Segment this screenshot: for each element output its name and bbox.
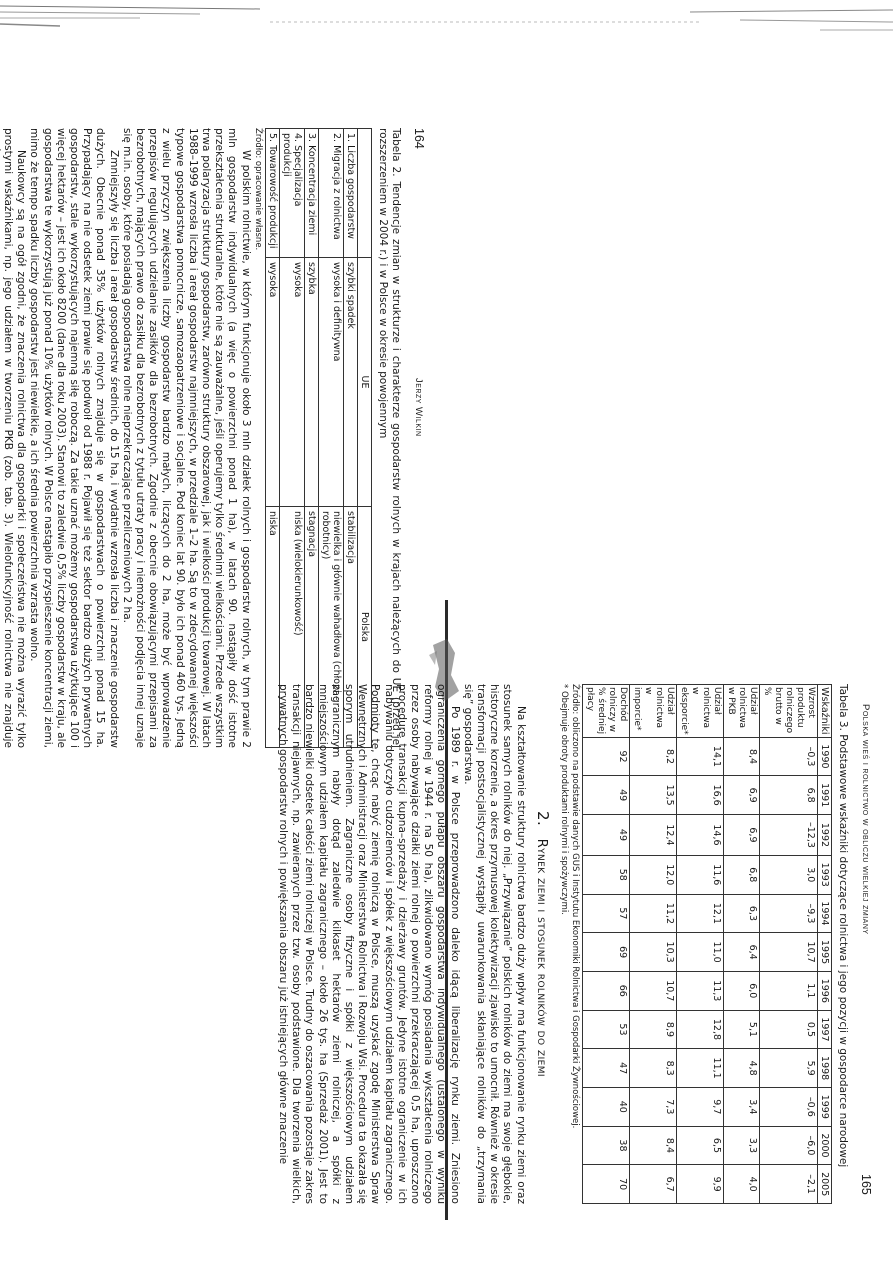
table3-cell: 9,9 [676,1165,723,1204]
table3-cell: 3,3 [723,1126,759,1165]
table3-cell: Dochód rolniczy w % średniej płacy [582,685,629,738]
table3-cell: 8,9 [629,1010,676,1049]
table3-cell: 58 [582,855,629,894]
table3-cell: 10,7 [629,971,676,1010]
table2-cell: szybki spadek [343,258,357,507]
table3-cell: 8,4 [629,1126,676,1165]
table3-cell: 12,1 [676,894,723,933]
table3-cell: 12,8 [676,1010,723,1049]
table3-cell: 5,9 [759,1049,817,1088]
page-number: 164 [412,128,426,149]
table2-cell: niska (wielokierunkowość) [279,507,304,748]
body-paragraph: Po 1989 r. w Polsce przeprowadzono daleko idącą liberalizację rynku ziemi. Zniesiono ograniczenia górnego pułapu obszaru gospodarstwa indywidualnego (ustalonego w wyniku reformy rolnej w 1944 r. na 50 ha), zlikwidowano wymóg posiadania wykształcenia rolniczego przez osoby nabywające działki ziemi rolnej o powierzchni przekraczającej 0,5 ha, uproszczono procedurę transakcji kupna–sprzedaży i dzierżawy gruntów. Jedyne istotne ograniczenie w ich nabywaniu dotyczyło cudzoziemców i spółek z większościowym udziałem kapitału zagranicznego. Podmioty te, chcąc nabyć ziemię rolniczą w Polsce, muszą uzyskać zgodę Ministerstwa Spraw Wewnętrznych i Administracji oraz Ministerstwa Rolnictwa i Rozwoju Wsi. Procedura ta okazała się sporym utrudnieniem. Zagraniczne osoby fizyczne i spółki z większościowym udziałem zagranicznym nabyły dotąd zaledwie kilkaset hektarów ziemi rolniczej, a spółki z mniejszościowym udziałem kapitału zagranicznego – około 26 tys. ha (Sprzedaż 2001). Jest to bardzo niewielki odsetek całości ziemi rolniczej w Polsce. Trudny do oszacowania pozostaje zakres transakcji niejawnych, np. zawieranych przez tzw. osoby podstawione. Dla tworzenia wielkich, prywatnych gospodarstw rolnych i powiększania obszaru już istniejących główne znaczenie [276,684,461,1204]
table3-cell: 6,0 [723,971,759,1010]
table3-cell: 6,3 [723,894,759,933]
running-head: Polska wieś i rolnictwo w obliczu wielkiej zmiany [860,704,871,935]
table2-cell: stabilizacja [343,507,357,748]
table3-cell: 0,5 [759,1010,817,1049]
table2-cell: wysoka [279,258,304,507]
table-row [582,685,629,1204]
table3-header-cell: 1992 [817,815,831,856]
table3-cell: 11,6 [676,855,723,894]
table2-caption: Tabela 2. Tendencje zmian w strukturze i charakterze gospodarstw rolnych w krajach należących do UE (przed jej rozszerzeniem w 2004 r.) i w Polsce w okresie powojennym [376,128,402,748]
table3-cell: 3,0 [759,855,817,894]
table2-cell: szybka [304,258,318,507]
table-row [629,685,676,1204]
table2-header-cell [357,129,371,258]
table3-cell: 53 [582,1010,629,1049]
page-number: 165 [859,1174,873,1195]
table2-cell: niska [265,507,279,748]
table3-cell: 4,0 [723,1165,759,1204]
table2-cell: wysoka i definitywna [318,258,343,507]
table3-cell: Udział rolnictwa w imporcie* [629,685,676,738]
table3-header-cell: 1999 [817,1087,831,1126]
table3-cell: 10,3 [629,933,676,972]
table3-cell: 7,3 [629,1087,676,1126]
table3-header-cell: 2000 [817,1126,831,1165]
table3-cell: 92 [582,737,629,776]
table3-cell: 8,4 [723,737,759,776]
table3-header-cell: 1994 [817,894,831,933]
table3-cell: 8,2 [629,737,676,776]
table3-cell: 49 [582,776,629,815]
table-row [759,685,817,1204]
left-page-body [0,128,402,748]
table3-cell: 66 [582,971,629,1010]
table2-header-cell: Polska [357,507,371,748]
table3-footnote: * Obejmuje obroty produktami rolnymi i spożywczymi. [558,684,569,915]
body-paragraph: Naukowcy są na ogół zgodni, że znaczenia rolnictwa dla gospodarki i społeczeństwa nie można wyrazić tylko prostymi wskaźnikami, np. jego udziałem w tworzeniu PKB (zob. tab. 3). Wielofunkcyjność rolnictwa nie znajduje [1,128,28,748]
table3-header-row [817,685,831,1204]
table3-header-cell: 1993 [817,855,831,894]
table-row [265,129,279,748]
table3-cell: 3,4 [723,1087,759,1126]
table3-cell: 69 [582,933,629,972]
table3-header-cell: 1996 [817,971,831,1010]
table3-header-cell: 1991 [817,776,831,815]
table3-cell: 1,1 [759,971,817,1010]
table3-cell: 6,5 [676,1126,723,1165]
table3-cell: 12,4 [629,815,676,856]
table3-source: Źródło: obliczono na podstawie danych GUS i Instytutu Ekonomiki Rolnictwa i Gospodarki Żywnościowej. [569,684,580,1129]
table3-cell: 13,5 [629,776,676,815]
table2-header-cell: UE [357,258,371,507]
section-number: 2. [533,811,552,827]
table3-cell: 40 [582,1087,629,1126]
table-row [318,129,343,748]
table3-cell: 9,7 [676,1087,723,1126]
table3-cell: 6,8 [723,855,759,894]
table2-cell: 5. Towarowość produkcji [265,129,279,258]
table3-header-cell: 1998 [817,1049,831,1088]
table3-cell: 5,1 [723,1010,759,1049]
table3-cell: 38 [582,1126,629,1165]
table3-cell: 70 [582,1165,629,1204]
table3-cell: 6,4 [723,933,759,972]
table2-cell: niewielka i głównie wahadłowa (chłopi – robotnicy) [318,507,343,748]
table3-cell: Udział rolnictwa w eksporcie* [676,685,723,738]
table-row [279,129,304,748]
table2-cell: stagnacja [304,507,318,748]
table3-cell: –12,3 [759,815,817,856]
table3-cell: 49 [582,815,629,856]
table3-cell: 12,0 [629,855,676,894]
table2-cell: 4. Specjalizacja produkcji [279,129,304,258]
table3-cell: 6,7 [629,1165,676,1204]
table3-cell: 11,3 [676,971,723,1010]
table3-cell: 14,1 [676,737,723,776]
table3-caption: Tabela 3. Podstawowe wskaźniki dotyczące rolnictwa i jego pozycji w gospodarce narodowej [837,684,849,1168]
table3-cell: Udział rolnictwa w PKB [723,685,759,738]
table3-cell: –0,3 [759,737,817,776]
table3-cell: 11,2 [629,894,676,933]
table3-header-cell: 1995 [817,933,831,972]
body-paragraph: Zmniejszyły się liczba i areał gospodarstw średnich, do 15 ha, i wydatnie wzrosła liczba i znaczenie gospodarstw dużych. Obecnie ponad 35% użytków rolnych znajduje się w gospodarstwach o powierzchni ponad 15 ha. Przypadający na nie odsetek ziemi prawie się podwoił od 1988 r. Pojawił się też sektor bardzo dużych prywatnych gospodarstw, stale wykorzystujących najemną siłę roboczą. Za takie uznać możemy gospodarstwa użytkujące 100 i więcej hektarów – jest ich około 8200 (dane dla roku 2003). Stanowi to zaledwie 0,5% liczby gospodarstw w kraju, ale gospodarstwa te wykorzystują już ponad 10% użytków rolnych. W Polsce nastąpiło przyspieszenie koncentracji ziemi, mimo że tempo spadku liczby gospodarstw jest niewielkie, a ich średnia powierzchnia wzrasta wolno. [28,128,120,748]
table3-cell: 6,8 [759,776,817,815]
table3-cell: 4,8 [723,1049,759,1088]
table3-cell: –2,1 [759,1165,817,1204]
left-page-header [406,128,428,748]
table-row [304,129,318,748]
right-page-body [276,684,849,1204]
table-row [723,685,759,1204]
table3-header-cell: Wskaźniki [817,685,831,738]
table3-cell: –6,0 [759,1126,817,1165]
table3-cell: 57 [582,894,629,933]
table2-cell: wysoka [265,258,279,507]
running-head: Jerzy Wilkin [413,378,424,437]
table3-cell: 8,3 [629,1049,676,1088]
table3-cell: Wzrost produktu rolniczego brutto w % [759,685,817,738]
table3-cell: 47 [582,1049,629,1088]
table-row [676,685,723,1204]
right-page-header [853,684,875,1204]
section-title: Rynek ziemi i stosunek rolników do ziemi [533,838,549,1077]
table2-cell: 1. Liczba gospodarstw [343,129,357,258]
table2-cell: 2. Migracja z rolnictwa [318,129,343,258]
table3-cell: –9,3 [759,894,817,933]
table3-header-cell: 1997 [817,1010,831,1049]
table2-cell: 3. Koncentracja ziemi [304,129,318,258]
table-row [343,129,357,748]
table3-cell: 6,9 [723,815,759,856]
table3-cell: –0,6 [759,1087,817,1126]
body-paragraph: Na kształtowanie struktury rolnictwa bardzo duży wpływ ma funkcjonowanie rynku ziemi oraz stosunek samych rolników do niej. „Przywiązanie” polskich rolników do ziemi ma swoje głębokie, historyczne korzenie, a okres przymusowej kolektywizacji zjawisko to umocnił. Również w okresie transformacji postsocjalistycznej wystąpiły uwarunkowania skłaniające rolników do „trzymania się” gospodarstwa. [461,684,527,1204]
table3-cell: 10,7 [759,933,817,972]
body-paragraph: W polskim rolnictwie, w którym funkcjonuje około 3 mln działek rolnych i gospodarstw rolnych, w tym prawie 2 mln gospodarstw indywidualnych (a więc o powierzchni ponad 1 ha), w latach 90. nastąpiły dość istotne przekształcenia strukturalne, które nie są zauważalne, jeśli operujemy tylko średnimi wielkościami. Przede wszystkim trwa polaryzacja struktury gospodarstw, zarówno struktury obszarowej, jak i wielkości produkcji towarowej. W latach 1988–1999 wzrosła liczba i areał gospodarstw najmniejszych, w przedziale 1–2 ha. Są to w zdecydowanej większości typowe gospodarstwa pomocnicze, samozaopatrzeniowe i socjalne. Pod koniec lat 90. było ich ponad 460 tys. Jedną z wielu przyczyn zwiększenia liczby gospodarstw bardzo małych, liczących do 2 ha, może być wprowadzenie przepisów regulujących udzielanie zasiłków dla bezrobotnych. Zgodnie z obecnie obowiązującymi przepisami za bezrobotnych, mających prawo do zasiłku dla bezrobotnych z tytułu utraty pracy i niemożności podjęcia innej uznaje się m.in. osoby, które posiadają gospodarstwa rolne nieprzekraczające przeliczeniowych 2 ha. [120,128,252,748]
table2 [265,128,372,748]
table3-cell: 11,0 [676,933,723,972]
table3 [582,684,832,1204]
table3-cell: 11,1 [676,1049,723,1088]
table3-cell: 16,6 [676,776,723,815]
table3-cell: 6,9 [723,776,759,815]
table2-header-row [357,129,371,748]
table3-header-cell: 2005 [817,1165,831,1204]
table2-source: Źródło: opracowanie własne. [252,128,263,251]
section-heading [533,684,552,1204]
table3-header-cell: 1990 [817,737,831,776]
table3-cell: 14,6 [676,815,723,856]
